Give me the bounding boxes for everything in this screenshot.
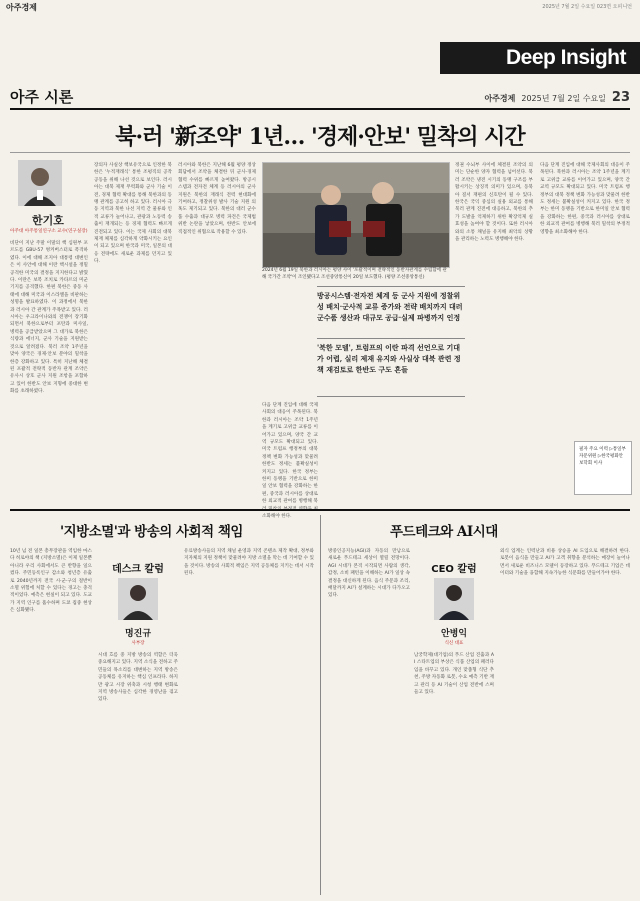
main-text-col-3: 러시아와 북한은 지난해 6월 평양 정상회담에서 조약을 체결한 뒤 군사·경제 협력 수위를 빠르게 높여왔다. 방공시스템과 전자전 체계 등 러시아의 군사 지원은 북한의 재래식 전력 현대화에 기여하고, 정찰위성 발사 기술 지원 의혹도 제기되고 있다. 북한의 대러 군수품 수출과 대규모 병력 파견은 국제법 위반 논란을 낳았으며, 한반도 안보에 직접적인 위협으로 작용할 수 있다. [178, 163, 256, 235]
left-column-role: 사부장 [131, 641, 145, 646]
left-column-label: 데스크 칼럼 [112, 564, 164, 575]
pullquote-rule-mid [317, 338, 465, 339]
right-column-label: CEO 칼럼 [431, 564, 477, 575]
author-photo [18, 160, 62, 206]
main-text-col-6: 다음 단계 진입에 대해 국제사회의 대응이 주목된다. 북한과 러시아는 조약 1주년을 계기로 고위급 교류를 이어가고 있으며, 양국 간 교역 규모도 확대되고 있다. 미국 트럼프 행정부의 대북 정책 변화 가능성과 맞물려 한반도 정세는 불확실성이 커지고 있다. 한국 정부는 한미 동맹을 기반으로 한미일 안보 협력을 강화하는 한편, 중국과 러시아를 상대로 한 외교적 관여를 병행해 북러 밀착의 부정적 영향을 최소화해야 한다. [540, 163, 630, 235]
photo-caption: 2024년 6월 19일 북한과 러시아는 평양 사이 '포괄적이며 전략적인 동반자관계를 수립함에 관해 국가간 조약'이 조인됐다고 조선중앙통신이 20일 보도했다. (평양 조선중앙통신) [262, 268, 447, 280]
right-column-text-3: 외식 업계는 인력난과 비용 상승을 AI 도입으로 해결하려 한다. 로봇이 음식을 만들고 AI가 고객 취향을 분석하는 매장이 늘어나면서 새로운 비즈니스 모델이 등장하고 있다. 푸드테크 기업은 데이터와 기술을 융합해 지속가능한 식문화를 만들어가야 한다. [500, 549, 630, 577]
page-number: 23 [611, 90, 630, 105]
right-column-role: 식신 대표 [444, 641, 464, 646]
right-column-text-1: 방중인공지능(AGI)과 자동의 만남으로 새로운 푸드테크 세상이 열릴 전망이다. AGI 시대가 본격 시작되면 사람의 생각, 감정, 소비 패턴을 이해하는 AI가 일상 속 결정을 대신하게 된다. 음식 주문과 조리, 배달까지 AI가 설계하는 시대가 다가오고 있다. [328, 549, 410, 599]
middle-rule [10, 509, 630, 511]
right-column-name: 안병익 [440, 629, 468, 639]
issue-brand: 아주경제 [484, 94, 516, 103]
left-column-text-1: 10년 넘 전 일본 총무장관을 역임한 마스다 히로야의 책 (지방소멸)은 이제 일본뿐 아니라 우리 사회에서도 큰 반향을 일으켰다. 주민등록인구 감소와 청년층 유출로 2040년까지 전국 시·군·구의 절반이 소멸 위험에 처할 수 있다는 경고는 충격적이었다. 예측은 현실이 되고 있다. 도교가 지역 인구를 흡수하며 도쿄 집중 현상은 심화됐다. [10, 549, 92, 614]
pullquote-rule-bottom [317, 396, 465, 397]
pullquote-2: '북한 모델', 트럼프의 이란 파격 선언으로 기대가 어렵, 실리 제재 유지와 사실상 대북 관련 정책 재검토로 한반도 구도 흔들 [317, 343, 461, 374]
right-column-headline: 푸드테크와 AI시대 [390, 524, 498, 540]
left-column-text-3: 유료방송사들의 지역 채널 운영과 지역 콘텐츠 제작 확대, 정부와 지자체의 지원 정책이 맞물려야 지방 소멸을 막는 데 기여할 수 있을 것이다. 방송의 사회적 책임은 지역 공동체를 지키는 데서 시작된다. [184, 549, 314, 577]
author-note-box: 필자 주요 이력 ▷통일부 자문위원 ▷한국평화안보학회 이사 [574, 441, 632, 495]
main-headline: 북·러 '新조약' 1년… '경제·안보' 밀착의 시간 [115, 124, 525, 150]
left-column-photo [118, 578, 158, 620]
section-title: 아주 시론 [10, 88, 74, 106]
main-text-col-4a: 다음 단계 진입에 대해 국제사회의 대응이 주목된다. 북한과 러시아는 조약 1주년을 계기로 고위급 교류를 이어가고 있으며, 양국 간 교역 규모도 확대되고 있다. 미국 트럼프 행정부의 대북 정책 변화 가능성과 맞물려 한반도 정세는 불확실성이 커지고 있다. 한국 정부는 한미 동맹을 기반으로 한미일 안보 협력을 강화하는 한편, 중국과 러시아를 상대로 한 외교적 관여를 병행해 북 소화해야 한다. [262, 403, 318, 520]
pullquote-1: 방공시스템·전자전 체계 등 군사 지원에 정찰위성 배치·군사적 교류 증가와 전략 배치까지 대러 군수품 생산과 대규모 공급·실제 파병까지 인정 [317, 291, 463, 322]
main-text-col-2: 장의자 사실상 핵보유국으로 인정한 북한은 '누적재래식' 통한 조평직의 공작 공동을 위해 나선 것으로 보인다. 러시아는 대북 제재 무력화와 군사 기술 이전, 경제 협력 확대를 통해 북한과의 동맹 관계를 공고히 하고 있다. 러시아 극동 지역과 북한 나선 지역 간 물류와 인적 교류가 늘어나고, 관광과 노동력 송출이 재개되는 등 경제 협력도 빠르게 진전되고 있다. 이는 국제 사회의 대북 제재 체제를 심각하게 약화시키는 요인이 되고 있으며 한국과 미국, 일본의 대응 전략에도 새로운 과제를 던지고 있다. [94, 163, 172, 265]
headline-rule [10, 152, 630, 153]
right-column-text-2: 남궁학제(대기업)의 푸드 산업 진출과 AI 스타트업의 부상은 식품 산업의 패러다임을 바꾸고 있다. 개인 맞춤형 식단 추천, 주방 자동화 로봇, 수요 예측 기반 재고 관리 등 AI 기술이 산업 전반에 스며들고 있다. [414, 653, 494, 696]
issue-date: 2025년 7월 2일 수요일 [521, 94, 606, 103]
author-title: 아주대 아주통일연구소 교수(연구실장) [10, 229, 88, 234]
masthead-brand: 아주경제 [6, 3, 37, 12]
summit-photo [262, 162, 450, 268]
pullquote-rule-top [317, 286, 465, 287]
deep-insight-banner: Deep Insight [440, 42, 640, 74]
print-info: 2025년 7월 2일 수요일 023면 오피니언 [542, 4, 632, 10]
left-column-name: 명진규 [124, 629, 152, 639]
top-strip [0, 0, 640, 14]
issue-info [484, 90, 630, 105]
left-column-headline: '지방소멸'과 방송의 사회적 책임 [60, 524, 243, 540]
author-name: 한기호 [32, 214, 64, 227]
left-column-text-2: 시대 흐름 중 지방 방송의 역할은 더욱 중요해지고 있다. 지역 소식을 전하고 주민들의 목소리를 대변하는 지역 방송은 공동체를 유지하는 핵심 인프라다. 하지만 광고 시장 위축과 시청 행태 변화로 지역 방송사들은 심각한 경영난을 겪고 있다. [98, 653, 178, 703]
right-column-photo [434, 578, 474, 620]
top-rule [10, 108, 630, 110]
main-text-col-5: 정권 수뇌부 사이에 체결된 조약의 의미는 단순한 양자 협력을 넘어선다. 북러 조약은 냉전 시기의 동맹 구조를 부활시키는 상징적 의미가 있으며, 동북아 질서 재편의 신호탄이 될 수 있다. 한국은 국익 중심의 실용 외교를 통해 북러 관계 진전에 대응하고, 북한의 추가 도발을 억제하기 위한 확장억제 실효성을 높여야 할 것이다. 또한 러시아와의 소통 채널을 유지해 최악의 상황을 관리하는 노력도 병행해야 한다. [455, 163, 533, 243]
main-text-col-1: 비단이 지난 주말 이말의 핵 심원부 포르도를 GBU-57 벙커버스터로 폭격하였다. 이에 대해 조지아 대통령 대변인은 이 사안에 대해 이란 핵시설을 정밀 공격한 미국의 결정을 지지한다고 밝혔다. 이란은 보복 조치로 카타르의 미군기지를 공격했다. 한편 북한은 중동 사태에 대해 미국과 이스라엘을 비판하는 성명을 발표하였다. 이 과정에서 북한과 러시아 간 관계가 주목받고 있다. 러시아는 우크라이나와의 전쟁이 장기화되면서 북한으로부터 포탄과 미사일, 병력을 공급받았으며 그 대가로 북한은 식량과 에너지, 군사 기술을 지원받는 것으로 알려졌다. 북러 조약 1주년을 맞아 양국은 경제·안보 분야의 밀착을 한층 강화하고 있다. 특히 지난해 체결된 포괄적 전략적 동반자 관계 조약은 유사시 상호 군사 지원 조항을 포함하고 있어 한반도 안보 지형에 중대한 변화를 초래하였다. [10, 241, 88, 395]
column-divider [320, 515, 321, 895]
